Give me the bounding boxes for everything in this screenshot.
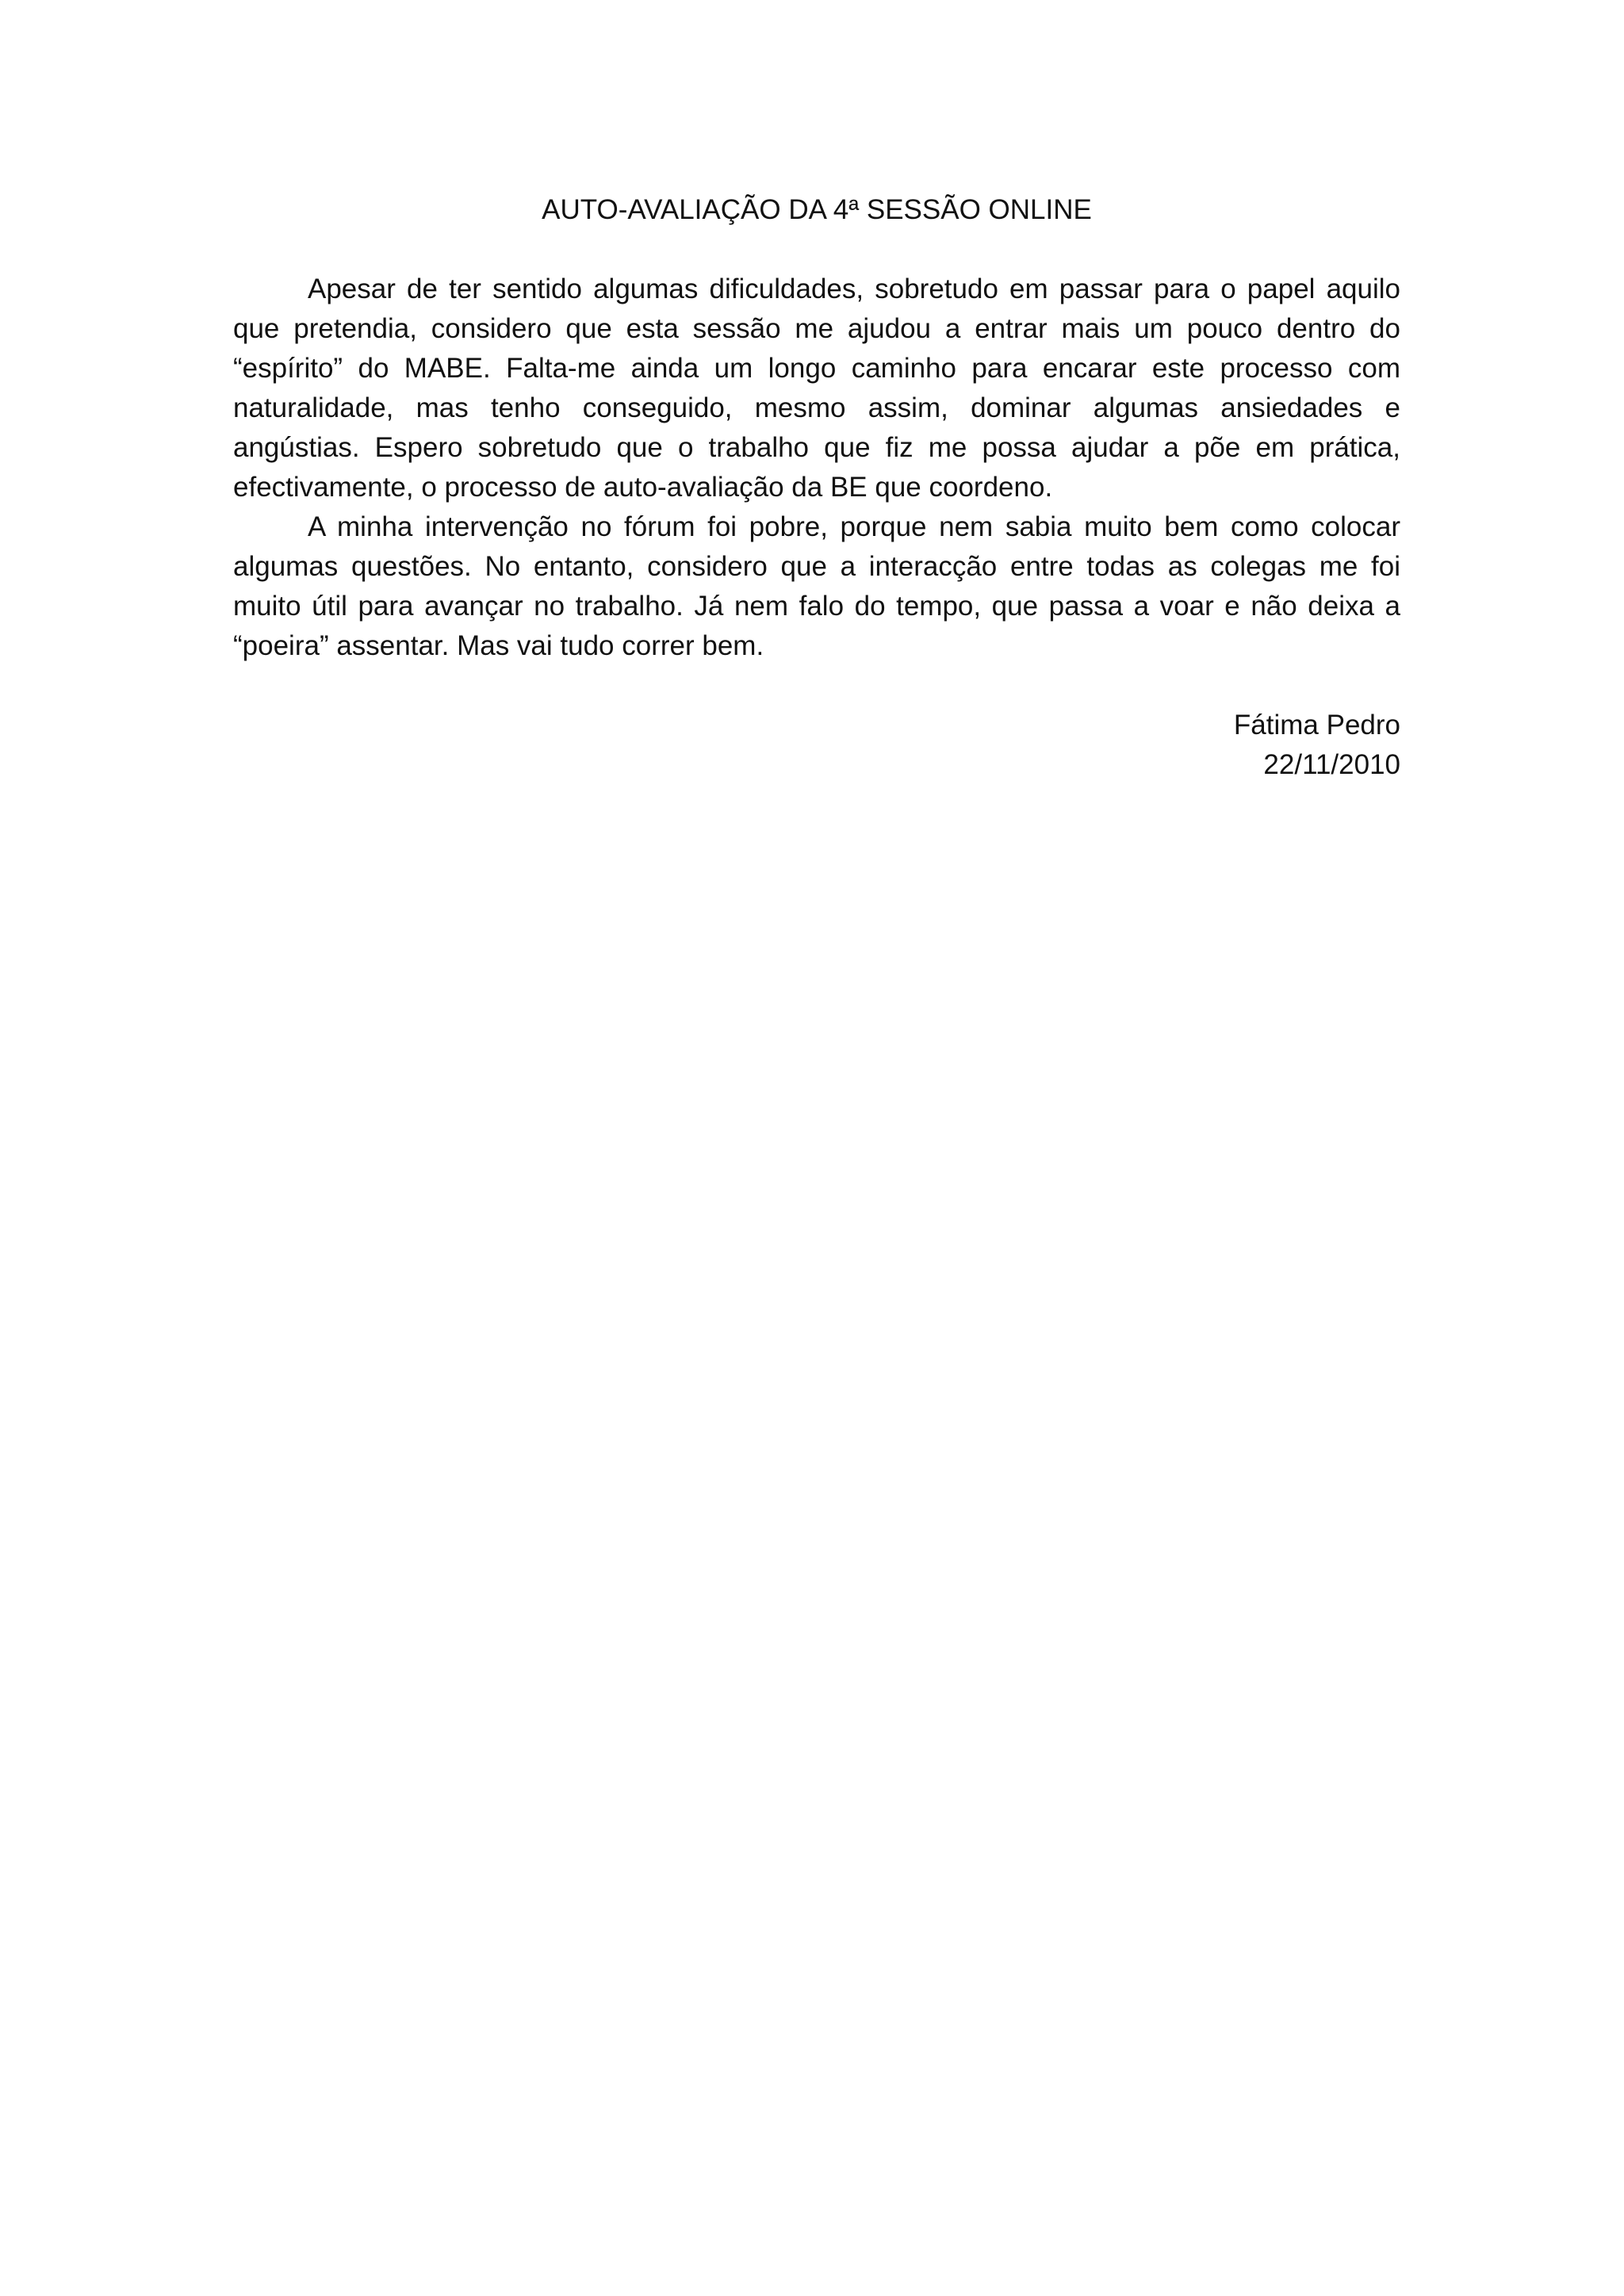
- document-body: [233, 190, 1400, 785]
- paragraph-1: Apesar de ter sentido algumas dificuldades, sobretudo em passar para o papel aquilo que pretendia, considero que esta sessão me ajudou a entrar mais um pouco dentro do “espírito” do MABE. Falta-me ainda um longo caminho para encarar este processo com naturalidade, mas tenho conseguido, mesmo assim, dominar algumas ansiedades e angústias. Espero sobretudo que o trabalho que fiz me possa ajudar a põe em prática, efectivamente, o processo de auto-avaliação da BE que coordeno.: [233, 274, 1400, 503]
- signature-date: 22/11/2010: [1263, 749, 1400, 780]
- document-title: AUTO-AVALIAÇÃO DA 4ª SESSÃO ONLINE: [542, 194, 1092, 225]
- signature-block: [233, 706, 1400, 785]
- signature-author: Fátima Pedro: [1233, 710, 1400, 740]
- paragraph-2: A minha intervenção no fórum foi pobre, porque nem sabia muito bem como colocar algumas questões. No entanto, considero que a interacção entre todas as colegas me foi muito útil para avançar no trabalho. Já nem falo do tempo, que passa a voar e não deixa a “poeira” assentar. Mas vai tudo correr bem.: [233, 511, 1400, 661]
